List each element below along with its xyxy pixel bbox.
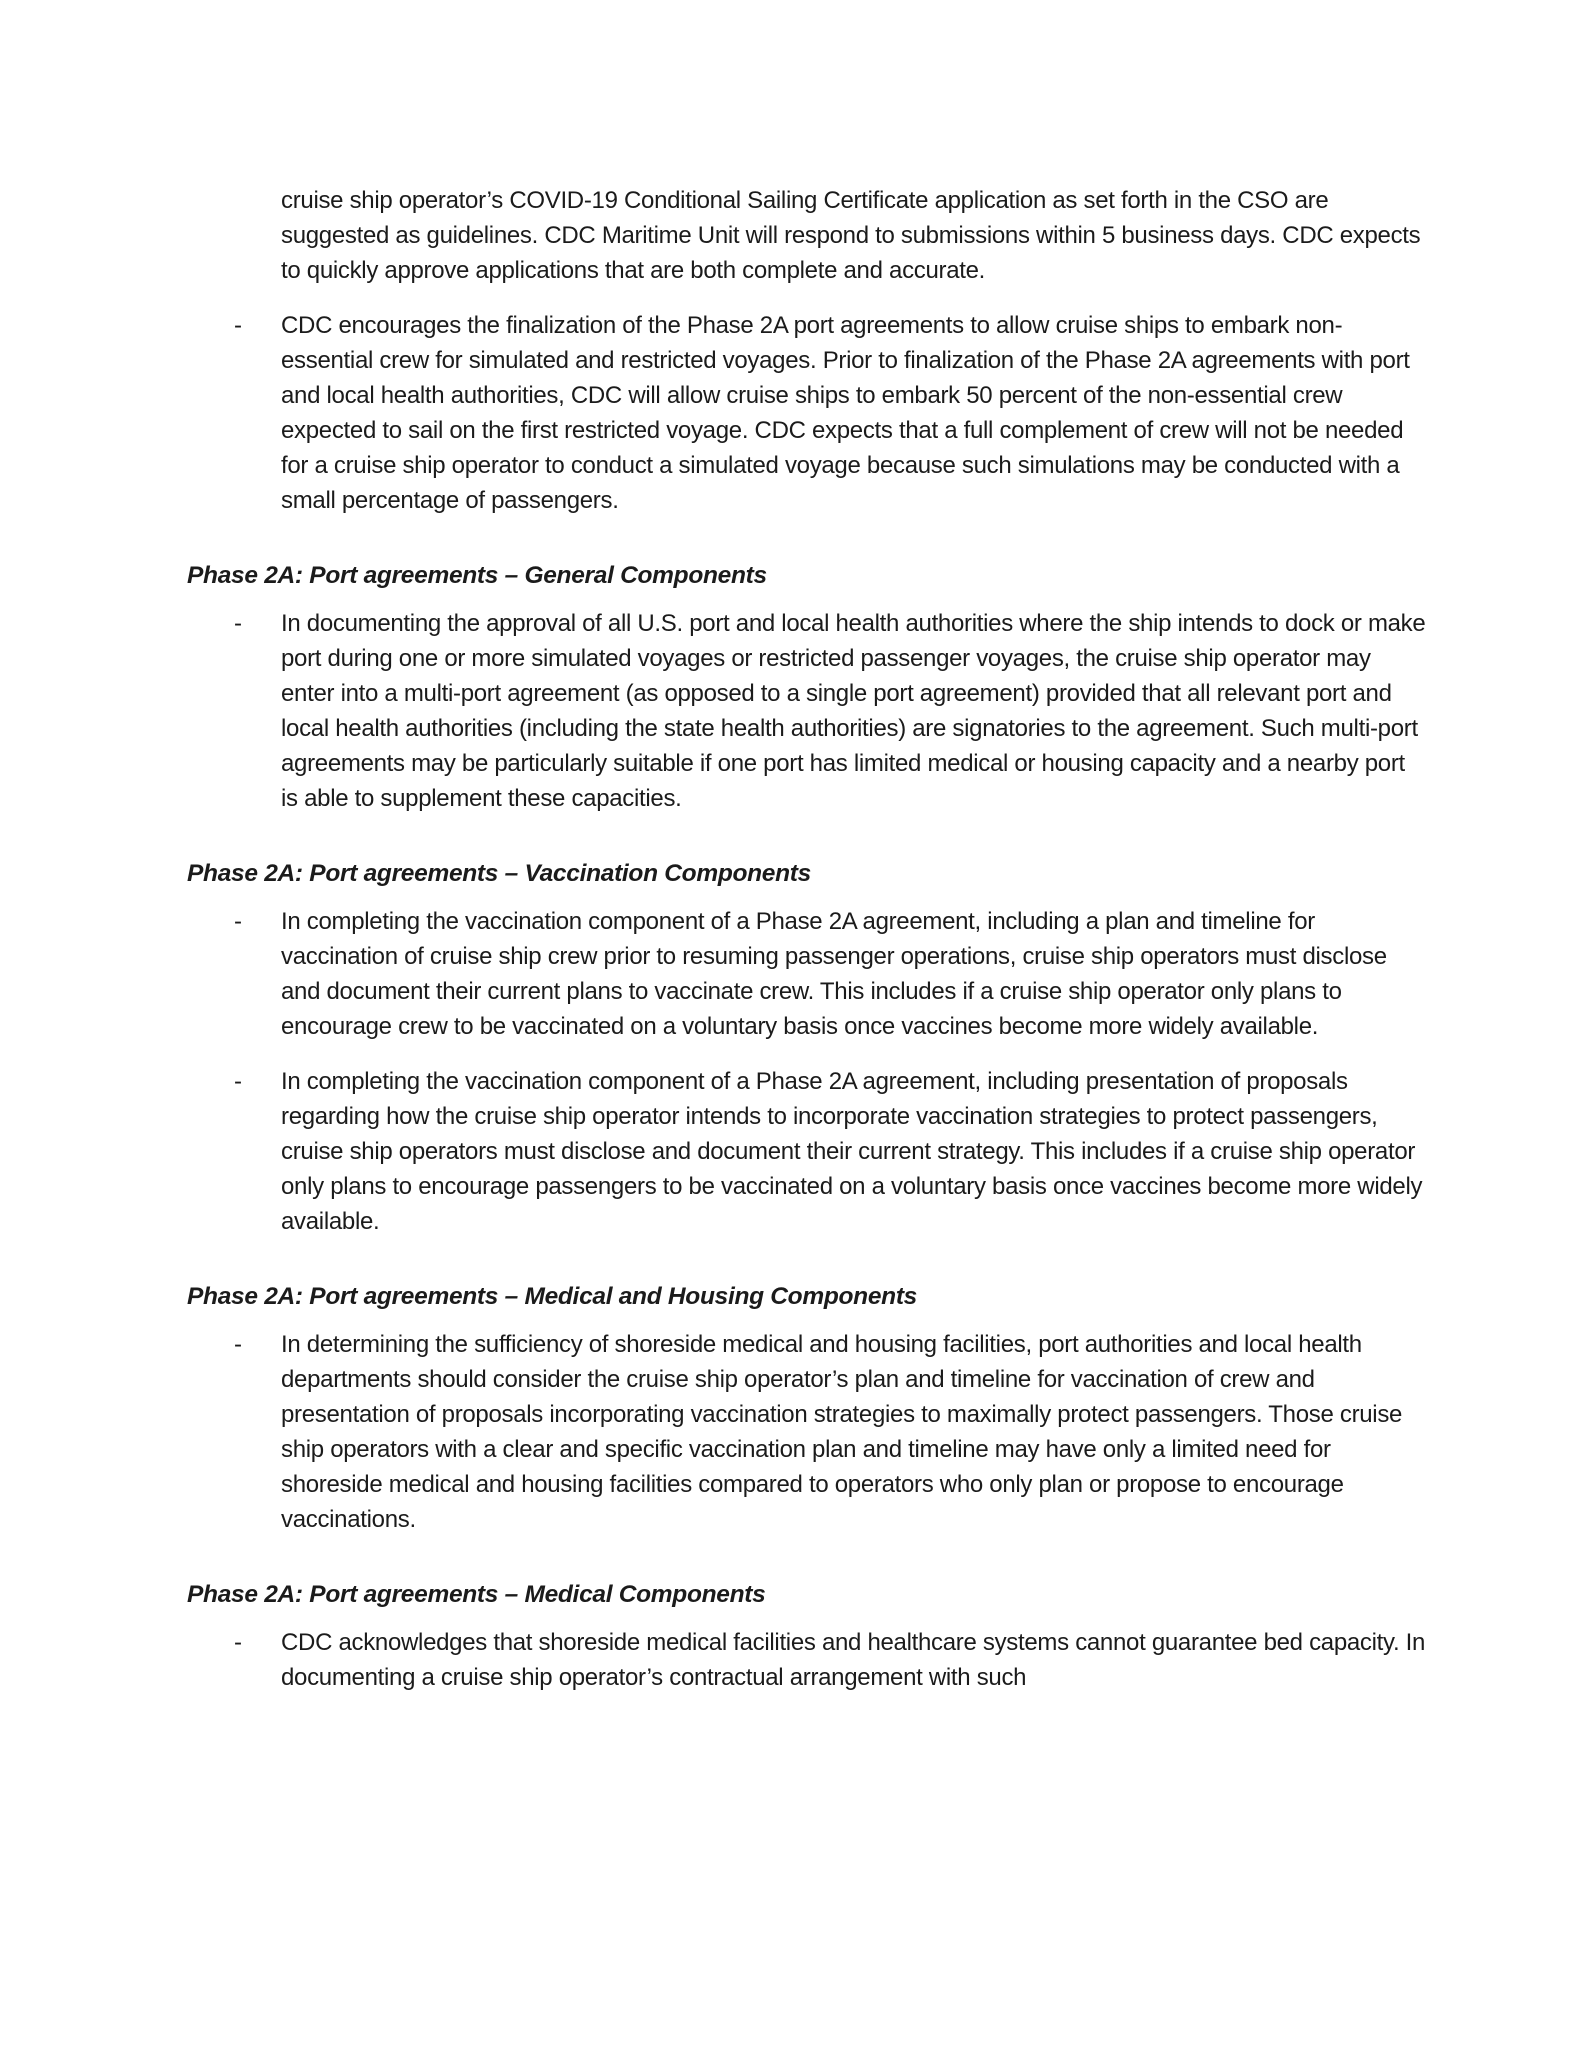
section-heading-medical-components: Phase 2A: Port agreements – Medical Components [187,1581,766,1608]
bullet-item [234,308,1428,518]
continuation-paragraph: cruise ship operator’s COVID-19 Conditional Sailing Certificate application as set forth in the CSO are suggested as guidelines. CDC Maritime Unit will respond to submissions within 5 business days. CDC expects to quickly approve applications that are both complete and accurate. [281,187,1421,284]
section-heading-medical-housing-components: Phase 2A: Port agreements – Medical and Housing Components [187,1283,918,1310]
bullet-dash: - [234,312,242,339]
bullet-item [234,1064,1428,1239]
bullet-dash: - [234,1629,242,1656]
bullet-item [234,606,1428,816]
bullet-text: In documenting the approval of all U.S. port and local health authorities where the ship intends to dock or make port during one or more simulated voyages or restricted passenger voyages, the cruise ship operator may enter into a multi-port agreement (as opposed to a single port agreement) provided that all relevant port and local health authorities (including the state health authorities) are signatories to the agreement. Such multi-port agreements may be particularly suitable if one port has limited medical or housing capacity and a nearby port is able to supplement these capacities. [281,610,1426,812]
bullet-dash: - [234,610,242,637]
bullet-item [234,1327,1428,1537]
bullet-dash: - [234,1331,242,1358]
section-heading-vaccination-components: Phase 2A: Port agreements – Vaccination Components [187,860,811,887]
bullet-text: In determining the sufficiency of shoreside medical and housing facilities, port authorities and local health departments should consider the cruise ship operator’s plan and timeline for vaccination of crew and presentation of proposals incorporating vaccination strategies to maximally protect passengers. Those cruise ship operators with a clear and specific vaccination plan and timeline may have only a limited need for shoreside medical and housing facilities compared to operators who only plan or propose to encourage vaccinations. [281,1331,1403,1533]
bullet-dash: - [234,1068,242,1095]
bullet-item [234,1625,1428,1695]
bullet-dash: - [234,908,242,935]
section-heading-general-components: Phase 2A: Port agreements – General Components [187,562,767,589]
bullet-item [234,904,1428,1044]
bullet-text: CDC encourages the finalization of the Phase 2A port agreements to allow cruise ships to embark non-essential crew for simulated and restricted voyages. Prior to finalization of the Phase 2A agreements with port and local health authorities, CDC will allow cruise ships to embark 50 percent of the non-essential crew expected to sail on the first restricted voyage. CDC expects that a full complement of crew will not be needed for a cruise ship operator to conduct a simulated voyage because such simulations may be conducted with a small percentage of passengers. [281,312,1410,514]
bullet-text: CDC acknowledges that shoreside medical facilities and healthcare systems cannot guarantee bed capacity. In documenting a cruise ship operator’s contractual arrangement with such [281,1629,1426,1691]
bullet-text: In completing the vaccination component of a Phase 2A agreement, including presentation of proposals regarding how the cruise ship operator intends to incorporate vaccination strategies to protect passengers, cruise ship operators must disclose and document their current strategy. This includes if a cruise ship operator only plans to encourage passengers to be vaccinated on a voluntary basis once vaccines become more widely available. [281,1068,1423,1235]
bullet-text: In completing the vaccination component of a Phase 2A agreement, including a plan and timeline for vaccination of cruise ship crew prior to resuming passenger operations, cruise ship operators must disclose and document their current plans to vaccinate crew. This includes if a cruise ship operator only plans to encourage crew to be vaccinated on a voluntary basis once vaccines become more widely available. [281,908,1387,1040]
